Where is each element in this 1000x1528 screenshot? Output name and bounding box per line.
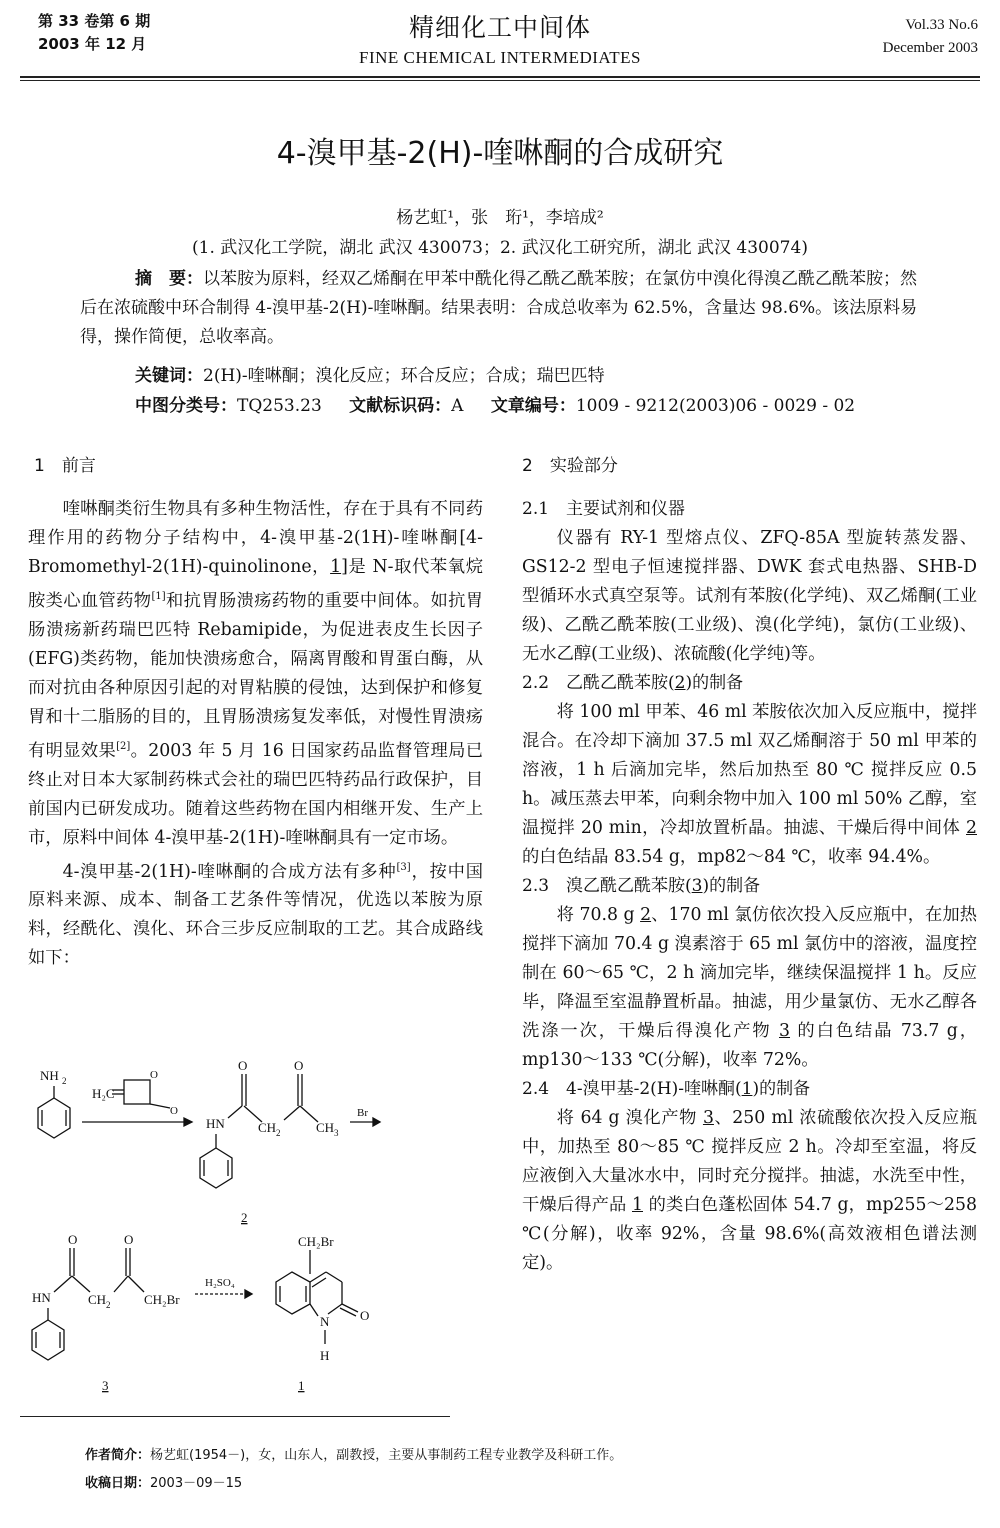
abstract-text: 以苯胺为原料，经双乙烯酮在甲苯中酰化得乙酰乙酰苯胺；在氯仿中溴化得溴乙酰乙酰苯胺；然后在浓硫酸中环合制得 4-溴甲基-2(H)-喹啉酮。结果表明：合成总收率为 62.5%，含量达 98.6%。该法原料易得，操作简便，总收率高。 [80,269,918,347]
section-2-heading: 2 实验部分 [522,456,618,476]
svg-text:Br: Br [357,1107,368,1119]
section-2-4-text: 将 64 g 溴化产物 3、250 ml 浓硫酸依次投入反应瓶中，加热至 80～85 ℃ 搅拌反应 2 h。冷却至室温，将反应液倒入大量冰水中，同时充分搅拌。抽滤，水洗至中性，干燥后得产品 1 的类白色蓬松固体 54.7 g，mp255～258 ℃(分解)，收率 92%，含量 98.6%(高效液相色谱法测定)。 [522,1108,977,1273]
date-en: December 2003 [882,40,978,56]
svg-text:2: 2 [62,1076,67,1086]
right-column [522,452,977,1278]
svg-text:HN: HN [206,1116,225,1131]
section-2-3-heading: 2.3 溴乙酰乙酰苯胺(3)的制备 [522,876,761,896]
keywords-label: 关键词： [135,366,203,386]
article-no-label: 文章编号： [490,396,576,416]
footnote-rule [20,1416,450,1417]
svg-text:1: 1 [298,1378,305,1393]
affiliations: (1. 武汉化工学院，湖北 武汉 430073；2. 武汉化工研究所，湖北 武汉 430074) [192,238,808,258]
header-rule [20,76,980,78]
svg-text:O: O [238,1058,248,1073]
abstract [80,265,930,352]
section-2-3-text: 将 70.8 g 2、170 ml 氯仿依次投入反应瓶中，在加热搅拌下滴加 70.4 g 溴素溶于 65 ml 氯仿中的溶液，温度控制在 60～65 ℃，2 h 滴加完毕，继续保温搅拌 1 h。反应毕，降温至室温静置析晶。抽滤，用少量氯仿、无水乙醇各洗涤一次，干燥后得溴化产物 3 的白色结晶 73.7 g，mp130～133 ℃(分解)，收率 72%。 [522,905,977,1070]
section-2-1-text: 仪器有 RY-1 型熔点仪、ZFQ-85A 型旋转蒸发器、GS12-2 型电子恒速搅拌器、DWK 套式电热器、SHB-D 型循环水式真空泵等。试剂有苯胺(化学纯)、双乙烯酮(工业级)、乙酰乙酰苯胺(工业级)、溴(化学纯)，氯仿(工业级)、无水乙醇(工业级)、浓硫酸(化学纯)等。 [522,528,977,664]
svg-text:CH₂Br: CH₂Br [144,1292,180,1307]
compound-3-structure [32,1232,180,1393]
svg-text:NH: NH [40,1068,59,1083]
left-column [28,452,483,973]
svg-text:2: 2 [276,1128,281,1138]
journal-name-cn: 精细化工中间体 [408,13,591,42]
clc-code: TQ253.23 [237,396,322,416]
compound-2-structure [200,1058,339,1225]
doc-code: A [451,396,464,416]
svg-text:O: O [294,1058,304,1073]
clc-label: 中图分类号： [135,396,237,416]
synthesis-scheme [20,1050,480,1400]
svg-text:CH: CH [88,1292,107,1307]
compound-1-structure [276,1234,369,1393]
article-no: 1009 - 9212(2003)06 - 0029 - 02 [575,396,856,416]
svg-text:H: H [320,1348,330,1363]
abstract-label: 摘 要： [135,269,203,289]
issue-info-en [883,14,978,60]
svg-text:N: N [320,1314,330,1329]
author-bio: 作者简介：杨艺虹(1954－)，女，山东人，副教授，主要从事制药工程专业教学及科研工作。 [85,1448,623,1463]
svg-text:3: 3 [102,1378,109,1393]
intro-paragraph-2: 4-溴甲基-2(1H)-喹啉酮的合成方法有多种[3]，按中国原料来源、成本、制备工艺条件等情况，优选以苯胺为原料，经酰化、溴化、环合三步反应制取的工艺。其合成路线如下： [28,861,483,969]
header-rule-thin [20,80,980,81]
journal-name-en: FINE CHEMICAL INTERMEDIATES [358,48,642,67]
diketene-reagent [92,1069,178,1117]
section-2-1-heading: 2.1 主要试剂和仪器 [522,499,686,519]
section-2-2-heading: 2.2 乙酰乙酰苯胺(2)的制备 [522,673,744,693]
received-date: 收稿日期：2003－09－15 [85,1476,243,1491]
svg-text:O: O [170,1105,178,1117]
svg-text:CH: CH [316,1120,335,1135]
journal-title [0,8,1000,68]
svg-text:2: 2 [241,1210,248,1225]
svg-text:HN: HN [32,1290,51,1305]
svg-text:O: O [150,1069,158,1081]
svg-text:3: 3 [334,1128,339,1138]
article-title: 4-溴甲基-2(H)-喹啉酮的合成研究 [276,136,724,171]
svg-text:O: O [360,1308,370,1323]
keywords-text: 2(H)-喹啉酮；溴化反应；环合反应；合成；瑞巴匹特 [203,366,605,386]
svg-text:O: O [124,1232,134,1247]
classification [135,391,855,416]
section-2-4-heading: 2.4 4-溴甲基-2(H)-喹啉酮(1)的制备 [522,1079,811,1099]
issue-date: 2003 年 12 月 [38,35,147,53]
section-1-heading: 1 前言 [34,456,96,476]
svg-text:H₂SO₄: H₂SO₄ [205,1277,235,1289]
volume-en: Vol.33 No.6 [905,17,978,33]
svg-text:H₂C: H₂C [92,1086,115,1101]
section-2-2-text: 将 100 ml 甲苯、46 ml 苯胺依次加入反应瓶中，搅拌混合。在冷却下滴加 37.5 ml 双乙烯酮溶于 50 ml 甲苯的溶液，1 h 后滴加完毕，然后加热至 80 ℃ 搅拌反应 0.5 h。减压蒸去甲苯，向剩余物中加入 100 ml 50% 乙醇，室温搅拌 20 min，冷却放置析晶。抽滤、干燥后得中间体 2 的白色结晶 83.54 g，mp82～84 ℃，收率 94.4%。 [522,702,977,867]
svg-text:O: O [68,1232,78,1247]
intro-paragraph-1: 喹啉酮类衍生物具有多种生物活性，存在于具有不同药理作用的药物分子结构中，4-溴甲基-2(1H)-喹啉酮[4-Bromomethyl-2(1H)-quinolinone，1]是 N-取代苯氧烷胺类心血管药物[1]和抗胃肠溃疡药物的重要中间体。如抗胃肠溃疡新药瑞巴匹特 Rebamipide，为促进表皮生长因子(EFG)类药物，能加快溃疡愈合，隔离胃酸和胃蛋白酶，从而对抗由各种原因引起的对胃粘膜的侵蚀，达到保护和修复胃和十二脂肠的目的，且胃肠溃疡复发率低，对慢性胃溃疡有明显效果[2]。2003 年 5 月 16 日国家药品监督管理局已终止对日本大冢制药株式会社的瑞巴匹特药品行政保护，目前国内已研发成功。随着这些药物在国内相继开发、生产上市，原料中间体 4-溴甲基-2(1H)-喹啉酮具有一定市场。 [28,499,483,848]
issue-volume: 第 33 卷第 6 期 [38,12,151,30]
aniline-structure [38,1068,70,1138]
keywords [135,361,605,386]
svg-text:CH₂Br: CH₂Br [298,1234,334,1249]
svg-text:CH: CH [258,1120,277,1135]
svg-text:2: 2 [106,1300,111,1310]
authors: 杨艺虹¹，张 珩¹，李培成² [396,208,604,228]
doc-label: 文献标识码： [349,396,452,416]
